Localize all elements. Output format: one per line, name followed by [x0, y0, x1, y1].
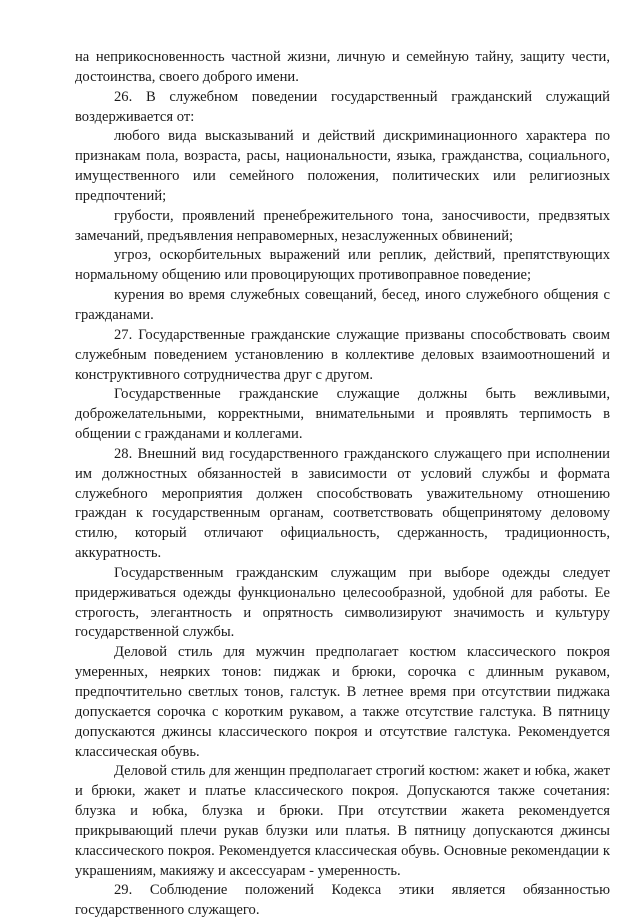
paragraph-item-29: 29. Соблюдение положений Кодекса этики является обязанностью государственного служащего.: [75, 882, 610, 919]
paragraph-women-style: Деловой стиль для женщин предполагает строгий костюм: жакет и юбка, жакет и брюки, жакет и платье классического покроя. Допускаются также сочетания: блузка и юбка, блузка и брюки. При отсутствии жакета рекомендуется прикрывающий плечи рукав блузки или платья. В пятницу допускаются джинсы классического покроя. Рекомендуется классическая обувь. Основные рекомендации к украшениям, макияжу и аксессуарам - умеренность.: [75, 763, 610, 879]
paragraph-smoking: курения во время служебных совещаний, бесед, иного служебного общения с гражданами.: [75, 287, 610, 323]
paragraph-continuation: на неприкосновенность частной жизни, личную и семейную тайну, защиту чести, достоинства, своего доброго имени.: [75, 49, 610, 85]
document-page: [75, 48, 610, 921]
paragraph-rudeness: грубости, проявлений пренебрежительного тона, заносчивости, предвзятых замечаний, предъявления неправомерных, незаслуженных обвинений;: [75, 207, 610, 244]
paragraph-politeness: Государственные гражданские служащие должны быть вежливыми, доброжелательными, корректными, внимательными и проявлять терпимость в общении с гражданами и коллегами.: [75, 386, 610, 443]
paragraph-item-27: 27. Государственные гражданские служащие призваны способствовать своим служебным поведением установлению в коллективе деловых взаимоотношений и конструктивного сотрудничества друг с другом.: [75, 326, 610, 383]
paragraph-clothing: Государственным гражданским служащим при выборе одежды следует придерживаться одежды функционально целесообразной, удобной для работы. Ее строгость, элегантность и опрятность символизируют значимость и культуру государственной службы.: [75, 564, 610, 641]
paragraph-item-28: 28. Внешний вид государственного гражданского служащего при исполнении им должностных обязанностей в зависимости от условий службы и формата служебного мероприятия должен способствовать уважительному отношению граждан к государственным органам, соответствовать общепринятому деловому стилю, который отличают официальность, сдержанность, традиционность, аккуратность.: [75, 445, 610, 562]
paragraph-threats: угроз, оскорбительных выражений или реплик, действий, препятствующих нормальному общению или провоцирующих противоправное поведение;: [75, 247, 610, 284]
paragraph-item-26: 26. В служебном поведении государственный гражданский служащий воздерживается от:: [75, 88, 610, 125]
paragraph-men-style: Деловой стиль для мужчин предполагает костюм классического покроя умеренных, неярких тонов: пиджак и брюки, сорочка с длинным рукавом, предпочтительно светлых тонов, галстук. В летнее время при отсутствии пиджака допускается сорочка с коротким рукавом, а также отсутствие галстука. В пятницу допускаются джинсы классического покроя и отсутствие галстука. Рекомендуется классическая обувь.: [75, 644, 610, 760]
paragraph-discrimination: любого вида высказываний и действий дискриминационного характера по признакам пола, возраста, расы, национальности, языка, гражданства, социального, имущественного или семейного положения, политических или религиозных предпочтений;: [75, 128, 610, 204]
